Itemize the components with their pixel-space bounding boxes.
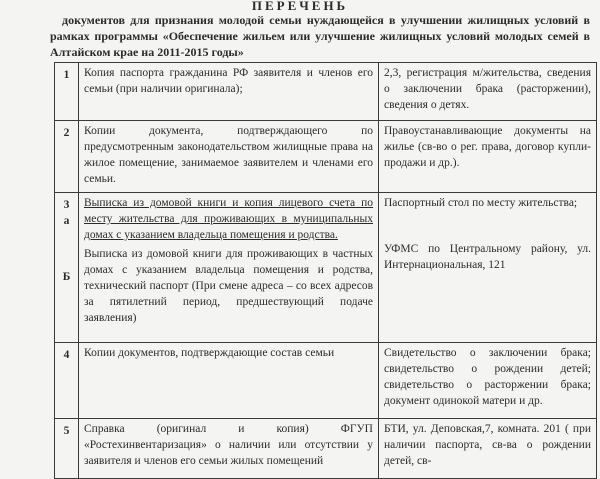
row-description-a: Выписка из домовой книги и копия лицевого счета по месту жительства для проживающих в муниципальных домах с указанием владельца помещения и родства. xyxy=(84,197,373,241)
row-source: Свидетельство о заключении брака; свидетельство о рождении детей; свидетельство о расторжении брака; документ одинокой матери и др. xyxy=(379,343,597,419)
row-source-a: Паспортный стол по месту жительства; xyxy=(384,197,578,209)
row-description-b: Выписка из домовой книги для проживающих в частных домах с указанием владельца помещения и родства, технический паспорт (При смене адреса – со всех адресов за пятилетний период, предшествующий подаче заявления) xyxy=(84,248,373,324)
row-source: 2,3, регистрация м/жительства, сведения о заключении брака (расторжении), сведения о детях. xyxy=(379,63,597,121)
row-description: Копии документов, подтверждающие состав семьи xyxy=(79,343,379,419)
row-description: Копия паспорта гражданина РФ заявителя и членов его семьи (при наличии оригинала); xyxy=(79,63,379,121)
row-letter-b: Б xyxy=(62,271,71,283)
row-source-b: УФМС по Центральному району, ул. Интернациональная, 121 xyxy=(384,243,591,271)
table-row xyxy=(55,193,597,343)
table-row xyxy=(55,419,597,479)
row-description xyxy=(79,193,379,343)
row-number-value: 3 xyxy=(63,199,70,211)
row-number: 4 xyxy=(55,343,79,419)
row-number: 1 xyxy=(55,63,79,121)
document-title: ПЕРЕЧЕНЬ xyxy=(251,0,349,13)
table-row xyxy=(55,343,597,419)
table-row xyxy=(55,63,597,121)
table-row xyxy=(55,121,597,193)
row-description: Копии документа, подтверждающего по предусмотренным законодательством жилищные права на жилое помещение, занимаемое заявителем и членами его семьи. xyxy=(79,121,379,193)
row-description: Справка (оригинал и копия) ФГУП «Ростехинвентаризация» о наличии или отсутствии у заявителя и членов его семьи жилых помещений xyxy=(79,419,379,479)
row-source: БТИ, ул. Деповская,7, комната. 201 ( при наличии паспорта, св-ва о рождении детей, св- xyxy=(379,419,597,479)
documents-table xyxy=(54,62,597,479)
row-source xyxy=(379,193,597,343)
row-number: 5 xyxy=(55,419,79,479)
row-number xyxy=(55,193,79,343)
row-number: 2 xyxy=(55,121,79,193)
document-intro: документов для признания молодой семьи нуждающейся в улучшении жилищных условий в рамках программы «Обеспечение жильем или улучшение жилищных условий молодых семей в Алтайском крае на 2011-2015 годы» xyxy=(50,13,590,59)
row-letter-a: а xyxy=(63,215,70,227)
row-source: Правоустанавливающие документы на жилье (св-во о рег. права, договор купли-продажи и др.). xyxy=(379,121,597,193)
